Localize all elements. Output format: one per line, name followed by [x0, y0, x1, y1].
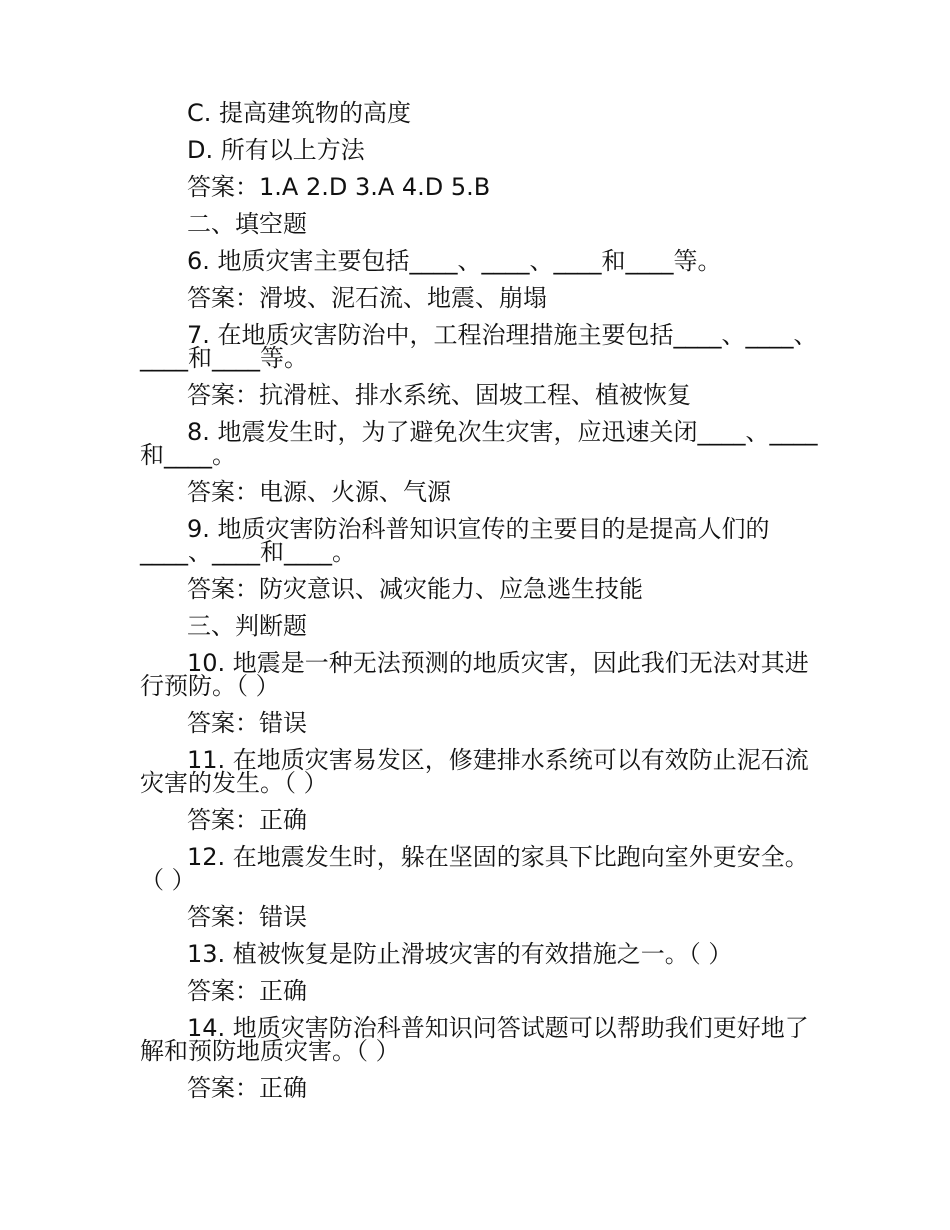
answer-choice: 答案：1.A 2.D 3.A 4.D 5.B [187, 173, 491, 201]
answer-7: 答案：抗滑桩、排水系统、固坡工程、植被恢复 [187, 381, 691, 409]
answer-10: 答案：错误 [187, 709, 307, 737]
answer-11: 答案：正确 [187, 806, 307, 834]
question-11: 11. 在地质灾害易发区，修建排水系统可以有效防止泥石流灾害的发生。（ ） [140, 746, 809, 797]
question-10: 10. 地震是一种无法预测的地质灾害，因此我们无法对其进行预防。（ ） [140, 649, 809, 700]
answer-9: 答案：防灾意识、减灾能力、应急逃生技能 [187, 575, 643, 603]
section-heading-true-false: 三、判断题 [187, 612, 307, 640]
question-9: 9. 地质灾害防治科普知识宣传的主要目的是提高人们的____、____和____。 [140, 515, 770, 566]
question-14: 14. 地质灾害防治科普知识问答试题可以帮助我们更好地了解和预防地质灾害。（ ） [140, 1014, 809, 1065]
option-c: C. 提高建筑物的高度 [187, 99, 412, 127]
section-heading-fill-blank: 二、填空题 [187, 210, 307, 238]
question-6: 6. 地质灾害主要包括____、____、____和____等。 [187, 247, 722, 275]
answer-6: 答案：滑坡、泥石流、地震、崩塌 [187, 284, 547, 312]
question-13: 13. 植被恢复是防止滑坡灾害的有效措施之一。（ ） [187, 940, 733, 968]
option-d: D. 所有以上方法 [187, 136, 365, 164]
question-8: 8. 地震发生时，为了避免次生灾害，应迅速关闭____、____和____。 [140, 418, 818, 469]
answer-13: 答案：正确 [187, 977, 307, 1005]
question-7: 7. 在地质灾害防治中，工程治理措施主要包括____、____、____和____等。 [140, 321, 818, 372]
answer-14: 答案：正确 [187, 1074, 307, 1102]
document-body [140, 99, 820, 1114]
question-12: 12. 在地震发生时，躲在坚固的家具下比跑向室外更安全。（ ） [140, 843, 809, 894]
answer-12: 答案：错误 [187, 903, 307, 931]
answer-8: 答案：电源、火源、气源 [187, 478, 451, 506]
